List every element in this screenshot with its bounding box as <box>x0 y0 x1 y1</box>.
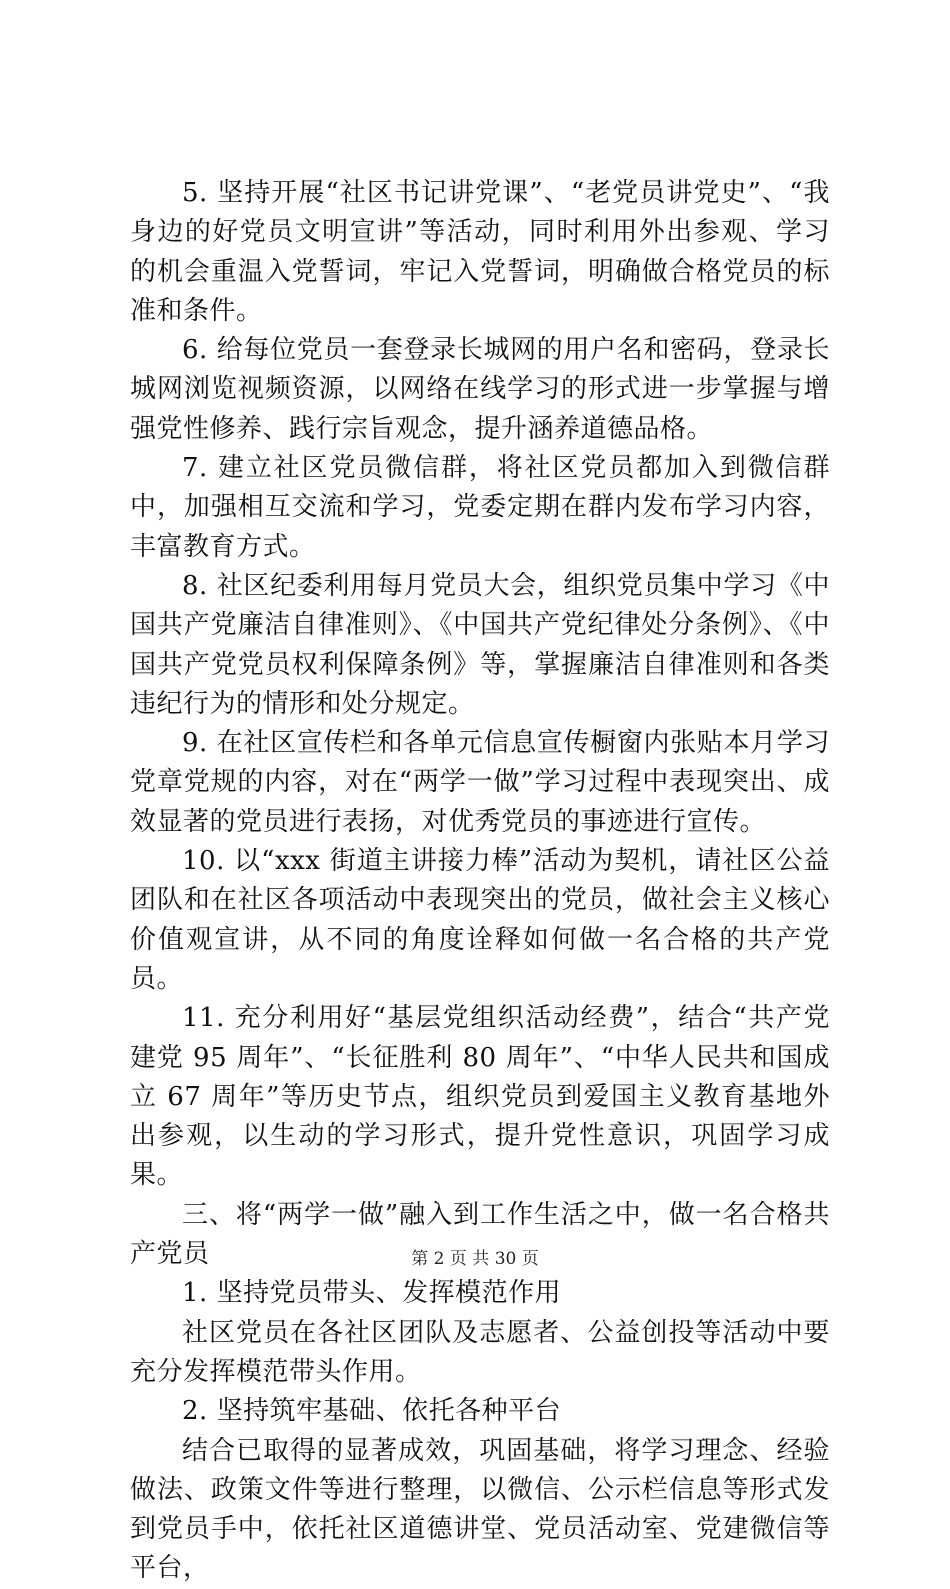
paragraph-item-11: 11. 充分利用好“基层党组织活动经费”，结合“共产党建党 95 周年”、“长征胜利 80 周年”、“中华人民共和国成立 67 周年”等历史节点，组织党员到爱国主义教育基地外出参观，以生动的学习形式，提升党性意识，巩固学习成果。 <box>130 1003 830 1191</box>
paragraph-subsection-2: 结合已取得的显著成效，巩固基础，将学习理念、经验做法、政策文件等进行整理，以微信、公示栏信息等形式发到党员手中，依托社区道德讲堂、党员活动室、党建微信等平台， <box>130 1435 830 1584</box>
paragraph-subsection-1: 社区党员在各社区团队及志愿者、公益创投等活动中要充分发挥模范带头作用。 <box>130 1317 830 1387</box>
paragraph-item-7: 7. 建立社区党员微信群，将社区党员都加入到微信群中，加强相互交流和学习，党委定期在群内发布学习内容，丰富教育方式。 <box>130 453 830 562</box>
page-footer: 第 2 页 共 30 页 <box>411 1249 539 1269</box>
subheading-1: 1. 坚持党员带头、发挥模范作用 <box>182 1278 562 1309</box>
paragraph-item-8: 8. 社区纪委利用每月党员大会，组织党员集中学习《中国共产党廉洁自律准则》、《中国共产党纪律处分条例》、《中国共产党党员权利保障条例》等，掌握廉洁自律准则和各类违纪行为的情形和处分规定。 <box>130 570 830 719</box>
paragraph-item-10: 10. 以“xxx 街道主讲接力棒”活动为契机，请社区公益团队和在社区各项活动中表现突出的党员，做社会主义核心价值观宣讲，从不同的角度诠释如何做一名合格的共产党员。 <box>130 846 830 994</box>
section-heading-3: 三、将“两学一做”融入到工作生活之中，做一名合格共产党员 <box>130 1199 830 1270</box>
paragraph-item-6: 6. 给每位党员一套登录长城网的用户名和密码，登录长城网浏览视频资源，以网络在线学习的形式进一步掌握与增强党性修养、践行宗旨观念，提升涵养道德品格。 <box>130 335 830 444</box>
document-body <box>130 174 830 1589</box>
subheading-2: 2. 坚持筑牢基础、依托各种平台 <box>182 1396 562 1427</box>
paragraph-item-9: 9. 在社区宣传栏和各单元信息宣传橱窗内张贴本月学习党章党规的内容，对在“两学一做”学习过程中表现突出、成效显著的党员进行表扬，对优秀党员的事迹进行宣传。 <box>130 728 830 837</box>
paragraph-item-5: 5. 坚持开展“社区书记讲党课”、“老党员讲党史”、“我身边的好党员文明宣讲”等活动，同时利用外出参观、学习的机会重温入党誓词，牢记入党誓词，明确做合格党员的标准和条件。 <box>130 178 830 326</box>
